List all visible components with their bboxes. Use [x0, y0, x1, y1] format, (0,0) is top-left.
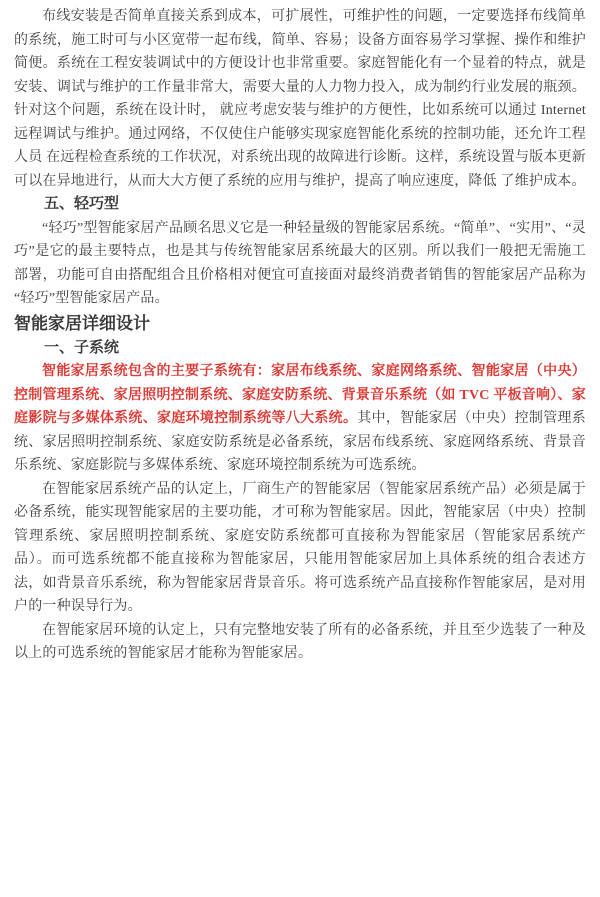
heading-section-one-subsystem: 一、子系统: [44, 339, 120, 356]
subsystems-required-optional-text: 其中，智能家居（中央）控制管理系统、家居照明控制系统、家庭安防系统是必备系统，家居布线系统、家庭网络系统、背景音乐系统、家庭影院与多媒体系统、家庭环境控制系统为可选系统。: [14, 411, 586, 473]
paragraph-wiring-installation: 布线安装是否简单直接关系到成本，可扩展性，可维护性的问题，一定要选择布线简单的系统，施工时可与小区宽带一起布线，简单、容易；设备方面容易学习掌握、操作和维护简便。系统在工程安装调试中的方便设计也非常重要。家庭智能化有一个显着的特点，就是安装、调试与维护的工作量非常大，需要大量的人力物力投入，成为制约行业发展的瓶颈。针对这个问题，系统在设计时， 就应考虑安装与维护的方便性，比如系统可以通过 Internet 远程调试与维护。通过网络，不仅使住户能够实现家庭智能化系统的控制功能，还允许工程人员 在远程检查系统的工作状况，对系统出现的故障进行诊断。这样，系统设置与版本更新可以在异地进行，从而大大方便了系统的应用与维护，提高了响应速度，降低 了维护成本。: [14, 9, 586, 189]
paragraph-environment-recognition: 在智能家居环境的认定上，只有完整地安装了所有的必备系统，并且至少选装了一种及以上的可选系统的智能家居才能称为智能家居。: [14, 622, 586, 661]
heading-smart-home-detailed-design: 智能家居详细设计: [14, 313, 150, 333]
paragraph-product-recognition: 在智能家居系统产品的认定上，厂商生产的智能家居（智能家居系统产品）必须是属于必备系统，能实现智能家居的主要功能，才可称为智能家居。因此，智能家居（中央）控制管理系统、家居照明控制系统、家庭安防系统都可直接称为智能家居（智能家居系统产品）。而可选系统都不能直接称为智能家居，只能用智能家居加上具体系统的组合表述方法，如背景音乐系统，称为智能家居背景音乐。将可选系统产品直接称作智能家居，是对用户的一种误导行为。: [14, 481, 586, 614]
paragraph-subsystems: [14, 360, 586, 478]
heading-section-five-light-type: 五、轻巧型: [44, 196, 120, 212]
subsystems-list-red-text: 智能家居系统包含的主要子系统有：家居布线系统、家庭网络系统、智能家居（中央）控制管理系统、家居照明控制系统、家庭安防系统、背景音乐系统（如 TVC 平板音响）、家庭影院与多媒体系统、家庭环境控制系统等八大系统。: [14, 364, 586, 426]
paragraph-light-type-products: “轻巧”型智能家居产品顾名思义它是一种轻量级的智能家居系统。“简单”、“实用”、“灵巧”是它的最主要特点，也是其与传统智能家居系统最大的区别。所以我们一般把无需施工部署，功能可自由搭配组合且价格相对便宜可直接面对最终消费者销售的智能家居产品称为“轻巧”型智能家居产品。: [14, 220, 586, 306]
